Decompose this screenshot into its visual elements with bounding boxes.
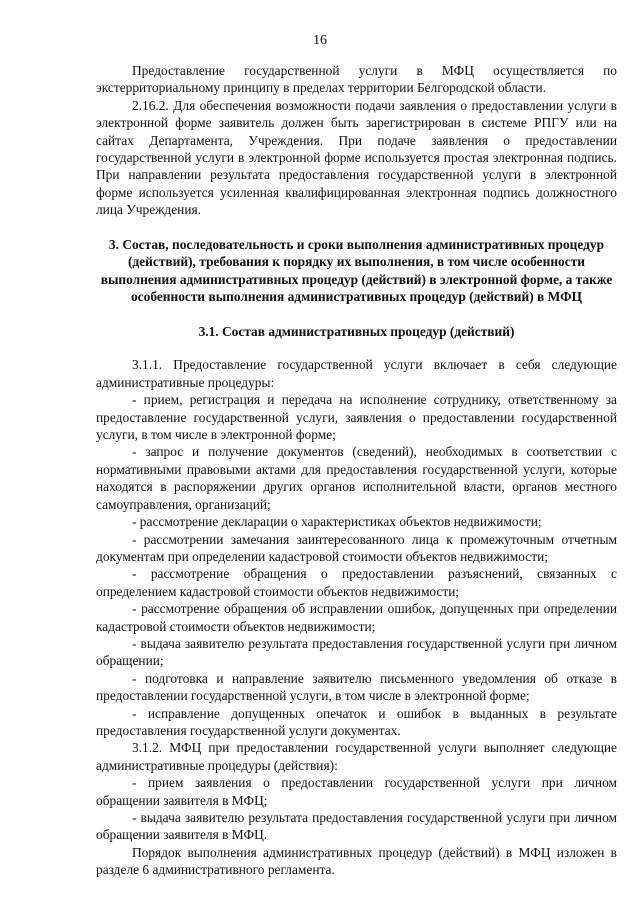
list-item: - рассмотрение обращения об исправлении ошибок, допущенных при определении кадастровой стоимости объектов недвижимости; bbox=[96, 601, 617, 634]
list-item: - рассмотрение декларации о характеристиках объектов недвижимости; bbox=[132, 514, 542, 530]
list-item: - рассмотрении замечания заинтересованного лица к промежуточным отчетным документам при определении кадастровой стоимости объектов недвижимости; bbox=[96, 531, 617, 564]
list-item: - выдача заявителю результата предоставления государственной услуги при личном обращении заявителя в МФЦ. bbox=[96, 810, 617, 843]
list-item: - запрос и получение документов (сведений), необходимых в соответствии с нормативными правовыми актами для предоставления государственной услуги, которые находятся в распоряжении других органов исполнительной власти, органов местного самоуправления, организаций; bbox=[96, 444, 617, 512]
list-item: - подготовка и направление заявителю письменного уведомления об отказе в предоставлении государственной услуги, в том числе в электронной форме; bbox=[96, 670, 617, 704]
list-item: - прием, регистрация и передача на исполнение сотруднику, ответственному за предоставление государственной услуги, заявления о предоставлении государственной услуги, в том числе в электронной форме; bbox=[96, 392, 617, 443]
subsection-3-1-title: 3.1. Состав административных процедур (действий) bbox=[198, 324, 515, 340]
paragraph-3-1-2: 3.1.2. МФЦ при предоставлении государственной услуги выполняет следующие административные процедуры (действия): bbox=[96, 740, 617, 773]
document-body bbox=[96, 62, 617, 879]
page-number: 16 bbox=[313, 33, 327, 48]
section-3-title: 3. Состав, последовательность и сроки выполнения административных процедур (действий), требования к порядку их выполнения, в том числе особенности выполнения административных процедур (действий) в электронной форме, а также особенности выполнения административных процедур (действий) в МФЦ bbox=[100, 236, 613, 305]
list-item: - выдача заявителю результата предоставления государственной услуги при личном обращении; bbox=[96, 635, 617, 669]
paragraph-2-16-2: 2.16.2. Для обеспечения возможности подачи заявления о предоставлении услуги в электронной форме заявитель должен быть зарегистрирован в системе РПГУ или на сайтах Департамента, Учреждения. При подаче заявления о предоставлении государственной услуги в электронной форме используется простая электронная подпись. При направлении результата предоставления государственной услуги в электронной форме используется усиленная квалифицированная электронная подпись должностного лица Учреждения. bbox=[96, 97, 617, 218]
list-item: - исправление допущенных опечаток и ошибок в выданных в результате предоставления государственной услуги документах. bbox=[96, 705, 617, 738]
paragraph-mfc-territory: Предоставление государственной услуги в МФЦ осуществляется по экстерриториальному принципу в пределах территории Белгородской области. bbox=[96, 63, 617, 96]
paragraph-3-1-1: 3.1.1. Предоставление государственной услуги включает в себя следующие административные процедуры: bbox=[96, 357, 617, 390]
list-item: - рассмотрение обращения о предоставлении разъяснений, связанных с определением кадастровой стоимости объектов недвижимости; bbox=[96, 566, 617, 599]
list-item: - прием заявления о предоставлении государственной услуги при личном обращении заявителя в МФЦ; bbox=[96, 775, 617, 808]
paragraph-procedure-order: Порядок выполнения административных процедур (действий) в МФЦ изложен в разделе 6 административного регламента. bbox=[96, 844, 617, 878]
